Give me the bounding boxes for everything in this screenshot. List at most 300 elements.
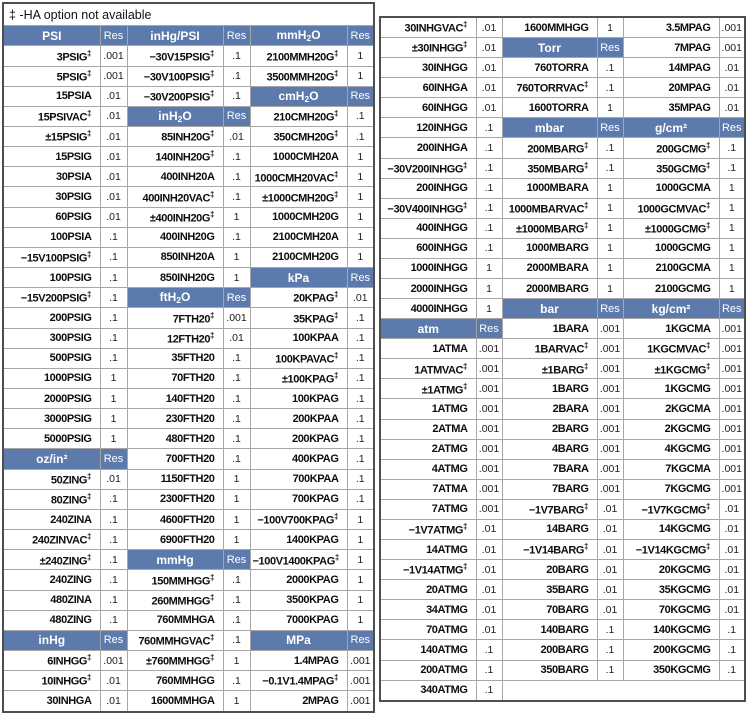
- resolution-cell: .001: [476, 439, 502, 459]
- resolution-cell: .1: [223, 66, 250, 86]
- range-model-cell: −15V100PSIG‡: [3, 247, 100, 267]
- range-model-cell: ±760MMHGG‡: [127, 651, 223, 671]
- range-model-cell: 400INHGG: [380, 218, 476, 238]
- range-model-cell: 2300FTH20: [127, 489, 223, 509]
- table-row: [3, 207, 374, 227]
- dagger-mark: ‡: [87, 552, 92, 562]
- resolution-cell: 1: [223, 530, 250, 550]
- resolution-cell: .01: [597, 560, 623, 580]
- table-row: [3, 671, 374, 691]
- range-model-cell: 5000PSIG: [3, 429, 100, 449]
- range-model-cell: 200KGCMG: [623, 640, 719, 660]
- range-model-cell: 35MPAG: [623, 98, 719, 118]
- resolution-cell: .1: [476, 680, 502, 701]
- range-model-cell: 4600FTH20: [127, 509, 223, 529]
- resolution-cell: .1: [347, 469, 374, 489]
- resolution-cell: .001: [100, 651, 127, 671]
- range-model-cell: 3000PSIG: [3, 409, 100, 429]
- range-model-cell: −1V7BARG‡: [502, 499, 597, 519]
- resolution-cell: .01: [223, 126, 250, 146]
- table-row: [3, 308, 374, 328]
- range-model-cell: 2000MBARA: [502, 258, 597, 278]
- table-row: [3, 187, 374, 207]
- resolution-cell: .1: [597, 138, 623, 158]
- range-model-cell: 2100CMH20A: [250, 227, 347, 247]
- table-row: [380, 339, 745, 359]
- range-model-cell: 2000KPAG: [250, 570, 347, 590]
- dagger-mark: ‡: [584, 200, 589, 210]
- resolution-cell: .001: [476, 499, 502, 519]
- range-model-cell: 500PSIG: [3, 348, 100, 368]
- table-row: [380, 439, 745, 459]
- range-model-cell: 240ZING: [3, 570, 100, 590]
- range-model-cell: 350KGCMG: [623, 660, 719, 680]
- dagger-mark: ‡: [706, 542, 711, 552]
- resolution-cell: 1: [347, 590, 374, 610]
- resolution-cell: .1: [347, 348, 374, 368]
- resolution-cell: .1: [100, 348, 127, 368]
- range-model-cell: 2ATMG: [380, 439, 476, 459]
- table-row: [380, 680, 745, 701]
- resolution-cell: .1: [223, 449, 250, 469]
- res-column-header: Res: [223, 288, 250, 308]
- range-model-cell: −1V14BARG‡: [502, 540, 597, 560]
- table-row: [380, 379, 745, 399]
- range-model-cell: ±15PSIG‡: [3, 126, 100, 146]
- range-model-cell: 3PSIG‡: [3, 46, 100, 66]
- section-header: bar: [502, 299, 597, 319]
- table-row: [380, 640, 745, 660]
- range-model-cell: −1V7KGCMG‡: [623, 499, 719, 519]
- table-row: [380, 258, 745, 278]
- range-model-cell: ±30INHGG‡: [380, 38, 476, 58]
- resolution-cell: .001: [347, 691, 374, 712]
- resolution-cell: .01: [719, 519, 745, 539]
- range-model-cell: 200BARG: [502, 640, 597, 660]
- resolution-cell: .1: [476, 218, 502, 238]
- range-model-cell: ±240ZING‡: [3, 550, 100, 570]
- resolution-cell: 1: [223, 489, 250, 509]
- resolution-cell: .1: [100, 550, 127, 570]
- section-header: g/cm²: [623, 118, 719, 138]
- footnote-row: [3, 3, 374, 26]
- range-model-cell: 1BARA: [502, 319, 597, 339]
- range-model-cell: 240ZINVAC‡: [3, 530, 100, 550]
- dagger-mark: ‡: [706, 140, 711, 150]
- range-model-cell: −30V15PSIG‡: [127, 46, 223, 66]
- dagger-mark: ‡: [210, 68, 215, 78]
- range-model-cell: 210CMH20G‡: [250, 106, 347, 126]
- table-row: [3, 429, 374, 449]
- range-model-cell: 2000PSIG: [3, 389, 100, 409]
- resolution-cell: .001: [476, 459, 502, 479]
- resolution-cell: .1: [100, 610, 127, 630]
- resolution-cell: .1: [597, 58, 623, 78]
- resolution-cell: .1: [476, 118, 502, 138]
- dagger-mark: ‡: [87, 492, 92, 502]
- range-model-cell: 12FTH20‡: [127, 328, 223, 348]
- range-model-cell: 2BARG: [502, 419, 597, 439]
- dagger-mark: ‡: [463, 381, 468, 391]
- resolution-cell: .01: [719, 78, 745, 98]
- range-model-cell: 70KGCMG: [623, 600, 719, 620]
- range-model-cell: 2KGCMA: [623, 399, 719, 419]
- range-model-cell: 350CMH20G‡: [250, 126, 347, 146]
- dagger-mark: ‡: [210, 189, 215, 199]
- table-row: [3, 530, 374, 550]
- resolution-cell: 1: [347, 509, 374, 529]
- range-model-cell: 480ZINA: [3, 590, 100, 610]
- subscript-2: 2: [306, 33, 312, 44]
- resolution-cell: .1: [223, 389, 250, 409]
- table-row: [3, 550, 374, 570]
- range-model-cell: 2100GCMA: [623, 258, 719, 278]
- table-row: [380, 359, 745, 379]
- range-model-cell: 480FTH20: [127, 429, 223, 449]
- resolution-cell: .001: [476, 399, 502, 419]
- section-header: mbar: [502, 118, 597, 138]
- resolution-cell: .01: [719, 540, 745, 560]
- dagger-mark: ‡: [87, 109, 92, 119]
- range-model-cell: 230FTH20: [127, 409, 223, 429]
- resolution-cell: .1: [223, 368, 250, 388]
- subscript-2: 2: [177, 113, 183, 124]
- dagger-mark: ‡: [334, 350, 339, 360]
- dagger-mark: ‡: [210, 330, 215, 340]
- table-row: [3, 630, 374, 650]
- resolution-cell: .1: [223, 46, 250, 66]
- range-model-cell: 120INHGG: [380, 118, 476, 138]
- range-model-cell: 7MPAG: [623, 38, 719, 58]
- range-model-cell: 1000MBARG: [502, 238, 597, 258]
- dagger-mark: ‡: [463, 160, 468, 170]
- range-model-cell: 100KPAG: [250, 389, 347, 409]
- dagger-mark: ‡: [584, 361, 589, 371]
- resolution-cell: .1: [100, 328, 127, 348]
- resolution-cell: 1: [223, 207, 250, 227]
- dagger-mark: ‡: [584, 220, 589, 230]
- dagger-mark: ‡: [463, 20, 468, 30]
- resolution-cell: .1: [476, 158, 502, 178]
- range-model-cell: 1000MBARA: [502, 178, 597, 198]
- table-row: [380, 580, 745, 600]
- resolution-cell: .1: [100, 268, 127, 288]
- range-model-cell: ±1000GCMG‡: [623, 218, 719, 238]
- res-column-header: Res: [347, 268, 374, 288]
- resolution-cell: 1: [719, 258, 745, 278]
- range-model-cell: ±100KPAG‡: [250, 368, 347, 388]
- resolution-cell: .001: [597, 459, 623, 479]
- range-model-cell: 200KPAA: [250, 409, 347, 429]
- resolution-cell: .01: [719, 560, 745, 580]
- resolution-cell: 1: [347, 247, 374, 267]
- resolution-cell: 1: [597, 178, 623, 198]
- range-model-cell: 1000INHGG: [380, 258, 476, 278]
- resolution-cell: .001: [597, 479, 623, 499]
- resolution-cell: .1: [476, 660, 502, 680]
- resolution-cell: .001: [100, 46, 127, 66]
- resolution-cell: .001: [719, 479, 745, 499]
- range-model-cell: 1KGCMVAC‡: [623, 339, 719, 359]
- range-model-cell: 260MMHGG‡: [127, 590, 223, 610]
- range-model-cell: 1000GCMG: [623, 238, 719, 258]
- range-model-cell: −15V200PSIG‡: [3, 288, 100, 308]
- table-row: [380, 540, 745, 560]
- left-table-body: [3, 3, 374, 712]
- dagger-mark: ‡: [87, 471, 92, 481]
- resolution-cell: .01: [100, 187, 127, 207]
- range-model-cell: 6INHGG‡: [3, 651, 100, 671]
- resolution-cell: .001: [719, 17, 745, 38]
- dagger-mark: ‡: [706, 502, 711, 512]
- range-model-cell: 140INH20G‡: [127, 147, 223, 167]
- range-model-cell: 350MBARG‡: [502, 158, 597, 178]
- range-model-cell: 200GCMG‡: [623, 138, 719, 158]
- table-row: [3, 691, 374, 712]
- dagger-mark: ‡: [463, 522, 468, 532]
- dagger-mark: ‡: [334, 290, 339, 300]
- resolution-cell: 1: [100, 429, 127, 449]
- resolution-cell: 1: [476, 279, 502, 299]
- range-model-cell: 60INHGG: [380, 98, 476, 118]
- empty-cell: [502, 680, 745, 701]
- range-model-cell: 34ATMG: [380, 600, 476, 620]
- range-model-cell: 14KGCMG: [623, 519, 719, 539]
- resolution-cell: .01: [347, 288, 374, 308]
- table-row: [3, 167, 374, 187]
- range-model-cell: ±1000CMH20G‡: [250, 187, 347, 207]
- resolution-cell: .001: [476, 339, 502, 359]
- dagger-mark: ‡: [334, 109, 339, 119]
- range-model-cell: 100PSIG: [3, 268, 100, 288]
- dagger-mark: ‡: [87, 532, 92, 542]
- range-model-cell: 15PSIVAC‡: [3, 106, 100, 126]
- resolution-cell: 1: [347, 167, 374, 187]
- range-model-cell: 340ATMG: [380, 680, 476, 701]
- pressure-ranges-table-left: [2, 2, 375, 713]
- range-model-cell: 35KGCMG: [623, 580, 719, 600]
- dagger-mark: ‡: [334, 189, 339, 199]
- dagger-mark: ‡: [210, 572, 215, 582]
- resolution-cell: .1: [223, 610, 250, 630]
- dagger-mark: ‡: [210, 209, 215, 219]
- resolution-cell: .01: [719, 580, 745, 600]
- resolution-cell: .1: [597, 158, 623, 178]
- resolution-cell: 1: [597, 238, 623, 258]
- dagger-mark: ‡: [334, 673, 339, 683]
- range-model-cell: 2100MMH20G‡: [250, 46, 347, 66]
- table-row: [380, 138, 745, 158]
- range-model-cell: 1000CMH20VAC‡: [250, 167, 347, 187]
- range-model-cell: 7FTH20‡: [127, 308, 223, 328]
- range-model-cell: 5PSIG‡: [3, 66, 100, 86]
- table-row: [3, 348, 374, 368]
- range-model-cell: 200KPAG: [250, 429, 347, 449]
- resolution-cell: .001: [719, 399, 745, 419]
- table-row: [3, 66, 374, 86]
- resolution-cell: .01: [476, 98, 502, 118]
- range-model-cell: 60INHGA: [380, 78, 476, 98]
- table-row: [380, 299, 745, 319]
- table-row: [380, 17, 745, 38]
- res-column-header: Res: [100, 26, 127, 46]
- range-model-cell: 350BARG: [502, 660, 597, 680]
- resolution-cell: .1: [597, 660, 623, 680]
- range-model-cell: 7ATMG: [380, 499, 476, 519]
- range-model-cell: −30V200INHGG‡: [380, 158, 476, 178]
- resolution-cell: .1: [223, 409, 250, 429]
- resolution-cell: 1: [347, 550, 374, 570]
- range-model-cell: 1000GCMVAC‡: [623, 198, 719, 218]
- range-model-cell: 700FTH20: [127, 449, 223, 469]
- resolution-cell: .001: [719, 379, 745, 399]
- range-model-cell: ±1000MBARG‡: [502, 218, 597, 238]
- resolution-cell: 1: [100, 409, 127, 429]
- resolution-cell: .01: [476, 600, 502, 620]
- resolution-cell: .001: [223, 308, 250, 328]
- range-model-cell: −30V200PSIG‡: [127, 86, 223, 106]
- resolution-cell: 1: [597, 258, 623, 278]
- table-row: [380, 560, 745, 580]
- dagger-mark: ‡: [584, 160, 589, 170]
- table-row: [3, 247, 374, 267]
- resolution-cell: .001: [476, 419, 502, 439]
- resolution-cell: .1: [719, 158, 745, 178]
- resolution-cell: .01: [597, 600, 623, 620]
- dagger-mark: ‡: [210, 310, 215, 320]
- section-header: kPa: [250, 268, 347, 288]
- resolution-cell: 1: [597, 218, 623, 238]
- resolution-cell: .01: [100, 167, 127, 187]
- dagger-mark: ‡: [463, 40, 468, 50]
- table-row: [380, 279, 745, 299]
- resolution-cell: .1: [719, 620, 745, 640]
- range-model-cell: −100V1400KPAG‡: [250, 550, 347, 570]
- resolution-cell: .1: [347, 126, 374, 146]
- table-row: [3, 227, 374, 247]
- res-column-header: Res: [347, 26, 374, 46]
- dagger-mark: ‡: [334, 48, 339, 58]
- range-model-cell: 3.5MPAG: [623, 17, 719, 38]
- resolution-cell: .01: [100, 469, 127, 489]
- range-model-cell: 35KPAG‡: [250, 308, 347, 328]
- range-model-cell: 7BARG: [502, 479, 597, 499]
- resolution-cell: .001: [597, 359, 623, 379]
- table-row: [3, 570, 374, 590]
- dagger-mark: ‡: [210, 129, 215, 139]
- range-model-cell: 50ZING‡: [3, 469, 100, 489]
- table-row: [380, 399, 745, 419]
- resolution-cell: 1: [100, 389, 127, 409]
- dagger-mark: ‡: [334, 169, 339, 179]
- resolution-cell: 1: [476, 258, 502, 278]
- table-row: [3, 610, 374, 630]
- table-row: [3, 449, 374, 469]
- resolution-cell: .001: [476, 479, 502, 499]
- range-model-cell: 2ATMA: [380, 419, 476, 439]
- resolution-cell: 1: [223, 691, 250, 712]
- dagger-mark: ‡: [584, 80, 589, 90]
- table-row: [3, 46, 374, 66]
- table-row: [380, 499, 745, 519]
- table-row: [3, 368, 374, 388]
- range-model-cell: 70ATMG: [380, 620, 476, 640]
- dagger-mark: ‡: [334, 68, 339, 78]
- range-model-cell: 1KGCMG: [623, 379, 719, 399]
- resolution-cell: 1: [223, 651, 250, 671]
- resolution-cell: .001: [347, 651, 374, 671]
- range-model-cell: 200PSIG: [3, 308, 100, 328]
- resolution-cell: .1: [223, 671, 250, 691]
- range-model-cell: 15PSIG: [3, 147, 100, 167]
- dagger-mark: ‡: [584, 140, 589, 150]
- dagger-mark: ‡: [706, 341, 711, 351]
- range-model-cell: 1600MMHGG: [502, 17, 597, 38]
- res-column-header: Res: [597, 299, 623, 319]
- resolution-cell: .1: [719, 138, 745, 158]
- resolution-cell: .01: [476, 540, 502, 560]
- res-column-header: Res: [719, 299, 745, 319]
- dagger-mark: ‡: [334, 552, 340, 562]
- range-model-cell: 150MMHGG‡: [127, 570, 223, 590]
- section-header: kg/cm²: [623, 299, 719, 319]
- resolution-cell: .1: [223, 630, 250, 650]
- resolution-cell: .1: [476, 238, 502, 258]
- res-column-header: Res: [719, 118, 745, 138]
- section-header: mmH$_2$O: [250, 26, 347, 46]
- range-model-cell: 1600MMHGA: [127, 691, 223, 712]
- resolution-cell: .01: [476, 58, 502, 78]
- table-row: [380, 38, 745, 58]
- res-column-header: Res: [476, 319, 502, 339]
- range-model-cell: 7000KPAG: [250, 610, 347, 630]
- range-model-cell: 140KGCMG: [623, 620, 719, 640]
- resolution-cell: 1: [223, 469, 250, 489]
- table-row: [380, 198, 745, 218]
- resolution-cell: .001: [719, 359, 745, 379]
- range-model-cell: 100KPAVAC‡: [250, 348, 347, 368]
- dagger-mark: ‡: [210, 48, 215, 58]
- range-model-cell: 7BARA: [502, 459, 597, 479]
- dagger-mark: ‡: [87, 673, 92, 683]
- table-row: [380, 319, 745, 339]
- section-header: atm: [380, 319, 476, 339]
- dagger-mark: ‡: [463, 361, 468, 371]
- range-model-cell: 4BARG: [502, 439, 597, 459]
- resolution-cell: 1: [597, 17, 623, 38]
- range-model-cell: 2000INHGG: [380, 279, 476, 299]
- dagger-mark: ‡: [210, 653, 215, 663]
- resolution-cell: .01: [597, 499, 623, 519]
- table-row: [3, 106, 374, 126]
- resolution-cell: .001: [597, 339, 623, 359]
- resolution-cell: .1: [223, 570, 250, 590]
- range-model-cell: 1ATMVAC‡: [380, 359, 476, 379]
- range-model-cell: 1KGCMA: [623, 319, 719, 339]
- range-model-cell: 1ATMA: [380, 339, 476, 359]
- range-model-cell: −30V400INHGG‡: [380, 198, 476, 218]
- table-row: [3, 469, 374, 489]
- resolution-cell: 1: [347, 570, 374, 590]
- range-model-cell: 1600TORRA: [502, 98, 597, 118]
- range-model-cell: 1000MBARVAC‡: [502, 198, 597, 218]
- range-model-cell: 14MPAG: [623, 58, 719, 78]
- resolution-cell: 1: [476, 299, 502, 319]
- dagger-mark: ‡: [584, 341, 589, 351]
- range-model-cell: 85INH20G‡: [127, 126, 223, 146]
- resolution-cell: .01: [476, 580, 502, 600]
- resolution-cell: .01: [100, 86, 127, 106]
